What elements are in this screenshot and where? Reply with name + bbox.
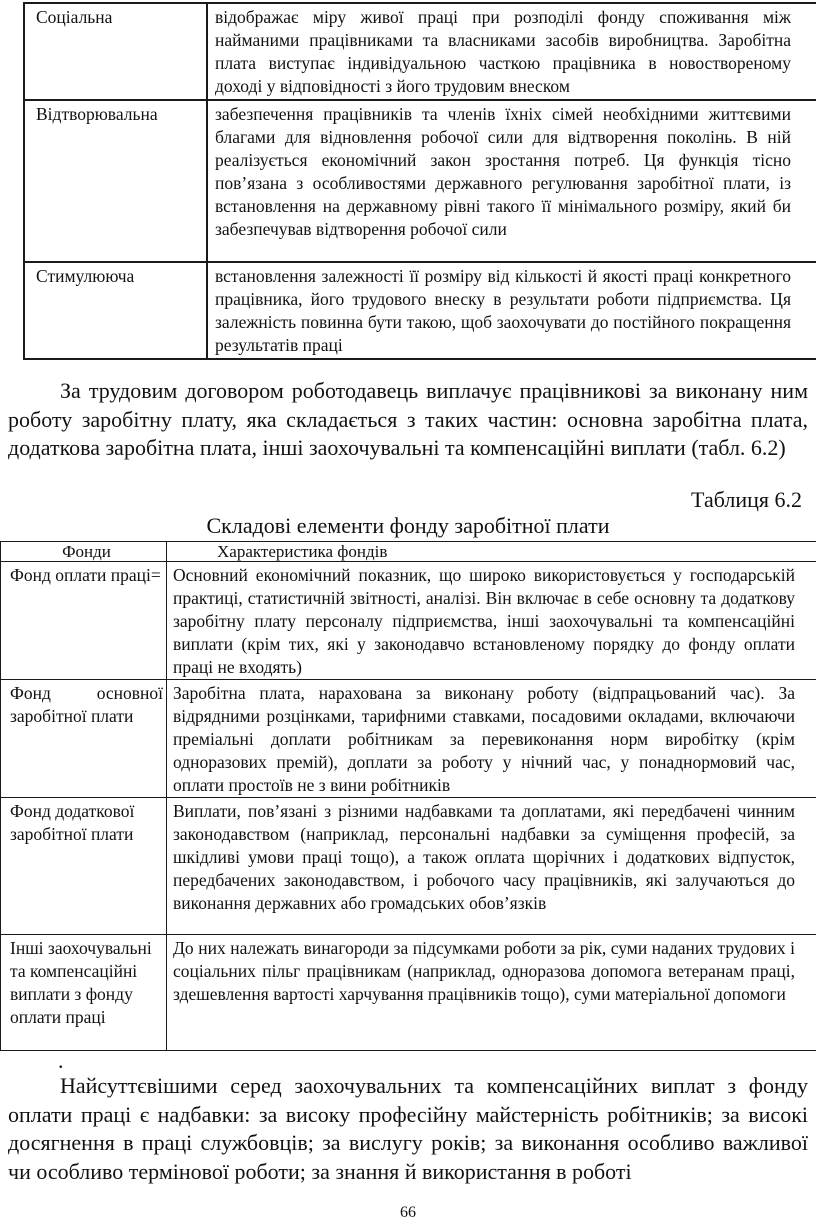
fund-name-cell: Фонд додаткової заробітної плати: [1, 798, 167, 935]
fund-name-cell: Фонд оплати праці=: [1, 562, 167, 680]
fund-name-cell: Інші заохочувальні та компенсаційні виплати з фонду оплати праці: [1, 935, 167, 1051]
body-paragraph-bonuses: Найсуттєвішими серед заохочувальних та компенсаційних виплат з фонду оплати праці є надбавки: за високу професійну майстерність робітників; за високі досягнення в праці службовців; за вислугу років; за виконання особливо важливої чи особливо термінової роботи; за знання й використання в роботі: [8, 1073, 808, 1184]
stray-dot: .: [58, 1048, 64, 1073]
function-description-cell: відображає міру живої праці при розподілі фонду споживання між найманими працівниками та власниками засобів виробництва. Заробітна плата виступає індивідуальною часткою працівника в новоствореному доході у відповідності з його трудовим внеском: [207, 3, 816, 100]
table-header-row: [1, 542, 816, 562]
fund-description-cell: Заробітна плата, нарахована за виконану роботу (відпрацьований час). За відрядними розцінками, тарифними ставками, посадовими окладами, включаючи преміальні доплати робітникам за перевиконання норм виробітку (крім одноразових премій), доплати за роботу у нічний час, у понаднормовий час, оплати простоїв не з вини робітників: [167, 680, 816, 798]
fund-description-cell: До них належать винагороди за підсумками роботи за рік, суми наданих трудових і соціальних пільг працівникам (наприклад, одноразова допомога ветеранам праці, здешевлення вартості харчування працівників тощо), суми матеріальної допомоги: [167, 935, 816, 1051]
function-name-cell: Відтворювальна: [24, 100, 207, 262]
wage-fund-components-table: [0, 541, 816, 1051]
function-name-cell: Соціальна: [24, 3, 207, 100]
fund-description-cell: Основний економічний показник, що широко використовується у господарській практиці, статистичній звітності, аналізі. Він включає в себе основну та додаткову заробітну плату персоналу підприємства, інші заохочувальні та компенсаційні виплати (крім тих, які у законодавчо встановленому порядку до фонду оплати праці не входять): [167, 562, 816, 680]
table-caption: Таблиця 6.2: [691, 487, 802, 512]
table-row: [1, 935, 816, 1051]
fund-name-cell: Фонд основної заробітної плати: [1, 680, 167, 798]
header-characteristics: Характеристика фондів: [167, 542, 816, 562]
table-row: [1, 680, 816, 798]
function-description-cell: забезпечення працівників та членів їхніх сімей необхідними життєвими благами для відновлення робочої сили для відтворення поколінь. В ній реалізується економічний закон зростання потреб. Ця функція тісно пов’язана з особливостями державного регулювання заробітної плати, із встановлення на державному рівні такого її мінімального розміру, який би забезпечував відтворення робочої сили: [207, 100, 816, 262]
page-number: 66: [400, 1204, 416, 1221]
table-row: [1, 562, 816, 680]
function-description-cell: встановлення залежності її розміру від кількості й якості праці конкретного працівника, його трудового внеску в результати роботи підприємства. Ця залежність повинна бути такою, щоб заохочувати до постійного покращення результатів праці: [207, 262, 816, 359]
function-name-cell: Стимулююча: [24, 262, 207, 359]
table-row: [24, 3, 816, 100]
fund-description-cell: Виплати, пов’язані з різними надбавками та доплатами, які передбачені чинним законодавством (наприклад, персональні надбавки за суміщення професій, за шкідливі умови праці тощо), а також оплата щорічних і додаткових відпусток, передбачених законодавством, і робочого часу працівників, які залучаються до виконання державних або громадських обов’язків: [167, 798, 816, 935]
table-row: [24, 262, 816, 359]
wage-functions-table: [23, 2, 816, 360]
table-row: [24, 100, 816, 262]
table-title: Складові елементи фонду заробітної плати: [206, 513, 610, 538]
body-paragraph-employment-contract: За трудовим договором роботодавець виплачує працівникові за виконану ним роботу заробітну плату, яка складається з таких частин: основна заробітна плата, додаткова заробітна плата, інші заохочувальні та компенсаційні виплати (табл. 6.2): [8, 378, 808, 460]
table-row: [1, 798, 816, 935]
header-funds: Фонди: [1, 542, 167, 562]
